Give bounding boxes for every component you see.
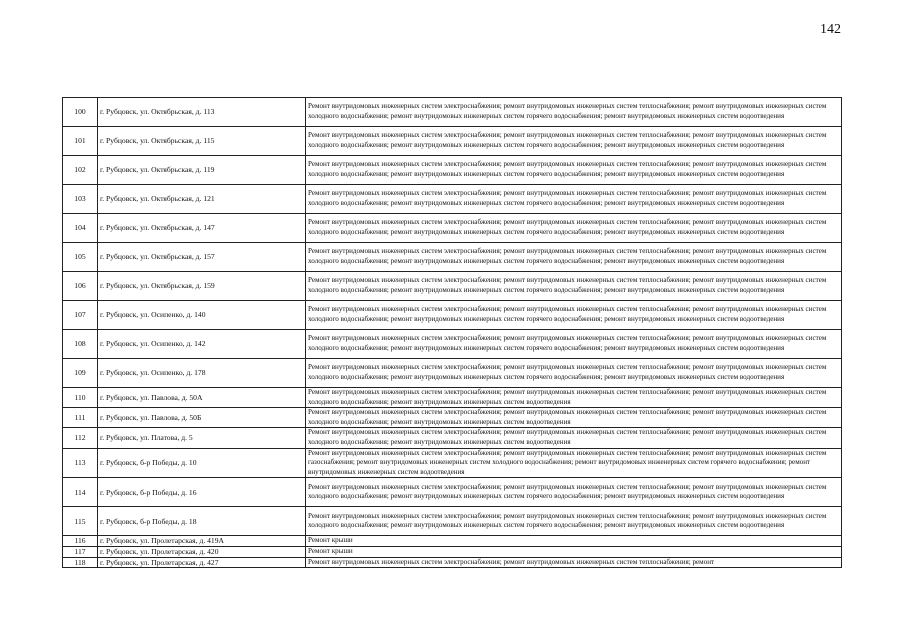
table-row: [63, 98, 842, 127]
table-row: [63, 243, 842, 272]
row-address: г. Рубцовск, ул. Пролетарская, д. 420: [98, 546, 306, 557]
row-address: г. Рубцовск, ул. Октябрьская, д. 157: [98, 243, 306, 272]
row-work-description: Ремонт внутридомовых инженерных систем электроснабжения; ремонт внутридомовых инженерных систем теплоснабжения; ремонт внутридомовых инженерных систем холодного водоснабжения; ремонт внутридомовых инженерных систем горячего водоснабжения; ремонт внутридомовых инженерных систем водоотведения: [306, 330, 842, 359]
repair-works-table: [62, 97, 842, 568]
row-number: 103: [63, 185, 98, 214]
row-work-description: Ремонт внутридомовых инженерных систем электроснабжения; ремонт внутридомовых инженерных систем теплоснабжения; ремонт внутридомовых инженерных систем холодного водоснабжения; ремонт внутридомовых инженерных систем горячего водоснабжения; ремонт внутридомовых инженерных систем водоотведения: [306, 301, 842, 330]
table-row: [63, 214, 842, 243]
row-address: г. Рубцовск, ул. Октябрьская, д. 147: [98, 214, 306, 243]
row-number: 111: [63, 408, 98, 428]
row-work-description: Ремонт крыши: [306, 546, 842, 557]
row-address: г. Рубцовск, ул. Октябрьская, д. 119: [98, 156, 306, 185]
row-number: 112: [63, 428, 98, 448]
row-work-description: Ремонт внутридомовых инженерных систем электроснабжения; ремонт внутридомовых инженерных систем теплоснабжения; ремонт внутридомовых инженерных систем холодного водоснабжения; ремонт внутридомовых инженерных систем водоотведения: [306, 388, 842, 408]
row-number: 113: [63, 448, 98, 478]
row-address: г. Рубцовск, ул. Осипенко, д. 178: [98, 359, 306, 388]
table-row: [63, 408, 842, 428]
row-number: 107: [63, 301, 98, 330]
row-work-description: Ремонт внутридомовых инженерных систем электроснабжения; ремонт внутридомовых инженерных систем теплоснабжения; ремонт внутридомовых инженерных систем холодного водоснабжения; ремонт внутридомовых инженерных систем водоотведения: [306, 428, 842, 448]
row-address: г. Рубцовск, ул. Октябрьская, д. 113: [98, 98, 306, 127]
row-work-description: Ремонт внутридомовых инженерных систем электроснабжения; ремонт внутридомовых инженерных систем теплоснабжения; ремонт внутридомовых инженерных систем холодного водоснабжения; ремонт внутридомовых инженерных систем горячего водоснабжения; ремонт внутридомовых инженерных систем водоотведения: [306, 272, 842, 301]
row-work-description: Ремонт крыши: [306, 536, 842, 547]
row-number: 110: [63, 388, 98, 408]
table-row: [63, 448, 842, 478]
row-address: г. Рубцовск, б-р Победы, д. 10: [98, 448, 306, 478]
page-number: 142: [820, 22, 841, 37]
table-row: [63, 388, 842, 408]
row-work-description: Ремонт внутридомовых инженерных систем электроснабжения; ремонт внутридомовых инженерных систем теплоснабжения; ремонт внутридомовых инженерных систем холодного водоснабжения; ремонт внутридомовых инженерных систем горячего водоснабжения; ремонт внутридомовых инженерных систем водоотведения: [306, 243, 842, 272]
row-work-description: Ремонт внутридомовых инженерных систем электроснабжения; ремонт внутридомовых инженерных систем теплоснабжения; ремонт: [306, 557, 842, 568]
row-address: г. Рубцовск, ул. Павлова, д. 50А: [98, 388, 306, 408]
row-number: 102: [63, 156, 98, 185]
row-work-description: Ремонт внутридомовых инженерных систем электроснабжения; ремонт внутридомовых инженерных систем теплоснабжения; ремонт внутридомовых инженерных систем холодного водоснабжения; ремонт внутридомовых инженерных систем горячего водоснабжения; ремонт внутридомовых инженерных систем водоотведения: [306, 214, 842, 243]
row-work-description: Ремонт внутридомовых инженерных систем электроснабжения; ремонт внутридомовых инженерных систем теплоснабжения; ремонт внутридомовых инженерных систем холодного водоснабжения; ремонт внутридомовых инженерных систем горячего водоснабжения; ремонт внутридомовых инженерных систем водоотведения: [306, 98, 842, 127]
row-number: 105: [63, 243, 98, 272]
row-number: 100: [63, 98, 98, 127]
table-row: [63, 127, 842, 156]
row-number: 106: [63, 272, 98, 301]
table-row: [63, 330, 842, 359]
row-address: г. Рубцовск, ул. Платова, д. 5: [98, 428, 306, 448]
table-row: [63, 156, 842, 185]
row-number: 114: [63, 478, 98, 507]
table-row: [63, 536, 842, 547]
row-work-description: Ремонт внутридомовых инженерных систем электроснабжения; ремонт внутридомовых инженерных систем теплоснабжения; ремонт внутридомовых инженерных систем газоснабжения; ремонт внутридомовых инженерных систем холодного водоснабжения; ремонт внутридомовых инженерных систем горячего водоснабжения; ремонт внутридомовых инженерных систем водоотведения: [306, 448, 842, 478]
table-row: [63, 359, 842, 388]
row-address: г. Рубцовск, ул. Осипенко, д. 142: [98, 330, 306, 359]
row-number: 104: [63, 214, 98, 243]
table-row: [63, 185, 842, 214]
row-address: г. Рубцовск, ул. Пролетарская, д. 419А: [98, 536, 306, 547]
row-address: г. Рубцовск, ул. Октябрьская, д. 121: [98, 185, 306, 214]
table-row: [63, 428, 842, 448]
table-row: [63, 557, 842, 568]
table-row: [63, 272, 842, 301]
row-work-description: Ремонт внутридомовых инженерных систем электроснабжения; ремонт внутридомовых инженерных систем теплоснабжения; ремонт внутридомовых инженерных систем холодного водоснабжения; ремонт внутридомовых инженерных систем горячего водоснабжения; ремонт внутридомовых инженерных систем водоотведения: [306, 185, 842, 214]
row-address: г. Рубцовск, ул. Октябрьская, д. 115: [98, 127, 306, 156]
row-work-description: Ремонт внутридомовых инженерных систем электроснабжения; ремонт внутридомовых инженерных систем теплоснабжения; ремонт внутридомовых инженерных систем холодного водоснабжения; ремонт внутридомовых инженерных систем горячего водоснабжения; ремонт внутридомовых инженерных систем водоотведения: [306, 127, 842, 156]
row-address: г. Рубцовск, б-р Победы, д. 16: [98, 478, 306, 507]
row-work-description: Ремонт внутридомовых инженерных систем электроснабжения; ремонт внутридомовых инженерных систем теплоснабжения; ремонт внутридомовых инженерных систем холодного водоснабжения; ремонт внутридомовых инженерных систем горячего водоснабжения; ремонт внутридомовых инженерных систем водоотведения: [306, 478, 842, 507]
row-work-description: Ремонт внутридомовых инженерных систем электроснабжения; ремонт внутридомовых инженерных систем теплоснабжения; ремонт внутридомовых инженерных систем холодного водоснабжения; ремонт внутридомовых инженерных систем водоотведения: [306, 408, 842, 428]
row-number: 101: [63, 127, 98, 156]
row-number: 109: [63, 359, 98, 388]
table-row: [63, 507, 842, 536]
table-row: [63, 478, 842, 507]
row-address: г. Рубцовск, б-р Победы, д. 18: [98, 507, 306, 536]
row-address: г. Рубцовск, ул. Осипенко, д. 140: [98, 301, 306, 330]
row-work-description: Ремонт внутридомовых инженерных систем электроснабжения; ремонт внутридомовых инженерных систем теплоснабжения; ремонт внутридомовых инженерных систем холодного водоснабжения; ремонт внутридомовых инженерных систем горячего водоснабжения; ремонт внутридомовых инженерных систем водоотведения: [306, 507, 842, 536]
row-address: г. Рубцовск, ул. Пролетарская, д. 427: [98, 557, 306, 568]
row-number: 115: [63, 507, 98, 536]
row-address: г. Рубцовск, ул. Павлова, д. 50Б: [98, 408, 306, 428]
row-number: 108: [63, 330, 98, 359]
row-work-description: Ремонт внутридомовых инженерных систем электроснабжения; ремонт внутридомовых инженерных систем теплоснабжения; ремонт внутридомовых инженерных систем холодного водоснабжения; ремонт внутридомовых инженерных систем горячего водоснабжения; ремонт внутридомовых инженерных систем водоотведения: [306, 156, 842, 185]
row-work-description: Ремонт внутридомовых инженерных систем электроснабжения; ремонт внутридомовых инженерных систем теплоснабжения; ремонт внутридомовых инженерных систем холодного водоснабжения; ремонт внутридомовых инженерных систем горячего водоснабжения; ремонт внутридомовых инженерных систем водоотведения: [306, 359, 842, 388]
row-address: г. Рубцовск, ул. Октябрьская, д. 159: [98, 272, 306, 301]
row-number: 117: [63, 546, 98, 557]
row-number: 116: [63, 536, 98, 547]
table-row: [63, 301, 842, 330]
table-row: [63, 546, 842, 557]
row-number: 118: [63, 557, 98, 568]
